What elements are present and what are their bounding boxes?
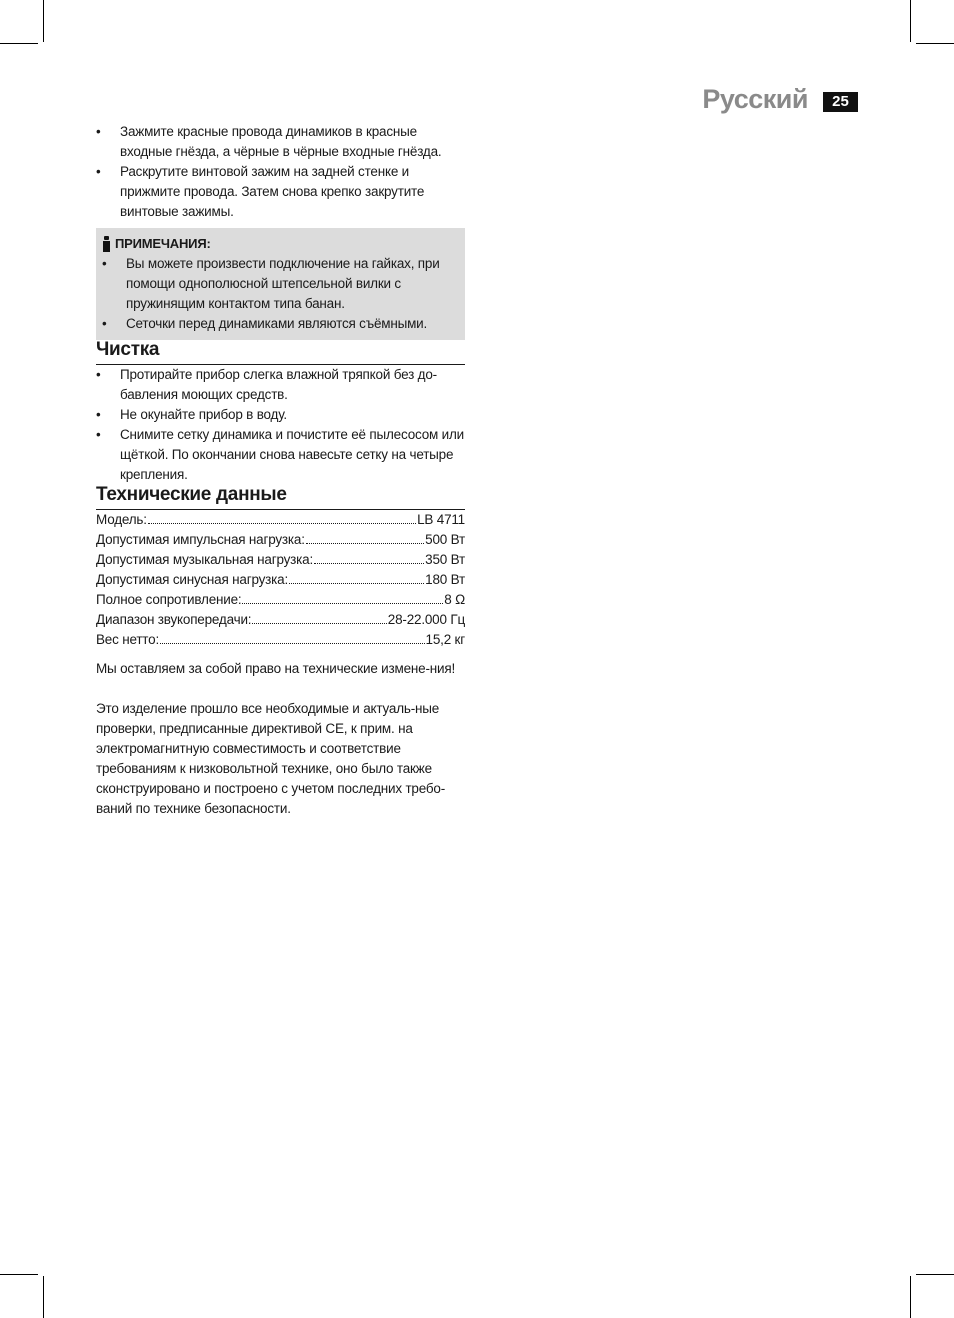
list-item: • Снимите сетку динамика и почистите её пылесосом или щёткой. По окончании снова навесьте сетку на четыре крепления. xyxy=(96,427,465,482)
reservation-note: Мы оставляем за собой право на технические измене-ния! xyxy=(96,661,456,676)
crop-mark xyxy=(916,43,954,44)
spec-row: Модель: LB 4711 xyxy=(96,512,465,527)
page-number: 25 xyxy=(823,92,858,112)
notes-box xyxy=(96,228,465,340)
crop-mark xyxy=(916,1274,954,1275)
crop-mark xyxy=(910,0,911,42)
crop-mark xyxy=(0,1274,38,1275)
spec-row: Полное сопротивление: 8 Ω xyxy=(96,592,465,607)
connection-steps-list xyxy=(96,122,465,222)
conformity-note: Это изделение прошло все необходимые и актуаль-ные проверки, предписанные директивой CE, к прим. на электромагнитную совместимость и соответствие требованиям к низковольтной технике, оно было также сконструировано и построено с учетом последних требо-ваний по технике безопасности. xyxy=(96,701,446,816)
list-item: • Вы можете произвести подключение на гайках, при помощи однополюсной штепсельной вилки с пружинящим контактом типа банан. xyxy=(102,256,440,311)
list-item: • Зажмите красные провода динамиков в красные входные гнёзда, а чёрные в чёрные входные гнёзда. xyxy=(96,124,442,159)
crop-mark xyxy=(43,1276,44,1318)
list-item: • Протирайте прибор слегка влажной тряпкой без до-бавления моющих средств. xyxy=(96,367,437,402)
crop-mark xyxy=(0,43,38,44)
list-item: • Сеточки перед динамиками являются съёмными. xyxy=(102,316,428,331)
spec-row: Допустимая импульсная нагрузка: 500 Вт xyxy=(96,532,465,547)
main-column xyxy=(96,122,465,819)
info-icon xyxy=(102,236,111,252)
cleaning-list xyxy=(96,365,465,485)
list-item: • Не окунайте прибор в воду. xyxy=(96,407,287,422)
spec-row: Диапазон звукопередачи: 28-22.000 Гц xyxy=(96,612,465,627)
list-item: • Раскрутите винтовой зажим на задней стенке и прижмите провода. Затем снова крепко закрутите винтовые зажимы. xyxy=(96,164,425,219)
notes-list xyxy=(102,254,465,334)
spec-row: Вес нетто: 15,2 кг xyxy=(96,632,465,647)
spec-row: Допустимая музыкальная нагрузка: 350 Вт xyxy=(96,552,465,567)
tech-data-heading: Технические данные xyxy=(96,485,465,510)
language-title: Русский xyxy=(702,84,808,114)
spec-row: Допустимая синусная нагрузка: 180 Вт xyxy=(96,572,465,587)
notes-heading: ПРИМЕЧАНИЯ: xyxy=(102,234,465,254)
crop-mark xyxy=(910,1276,911,1318)
crop-mark xyxy=(43,0,44,42)
cleaning-heading: Чистка xyxy=(96,340,465,365)
spec-table xyxy=(96,510,465,650)
